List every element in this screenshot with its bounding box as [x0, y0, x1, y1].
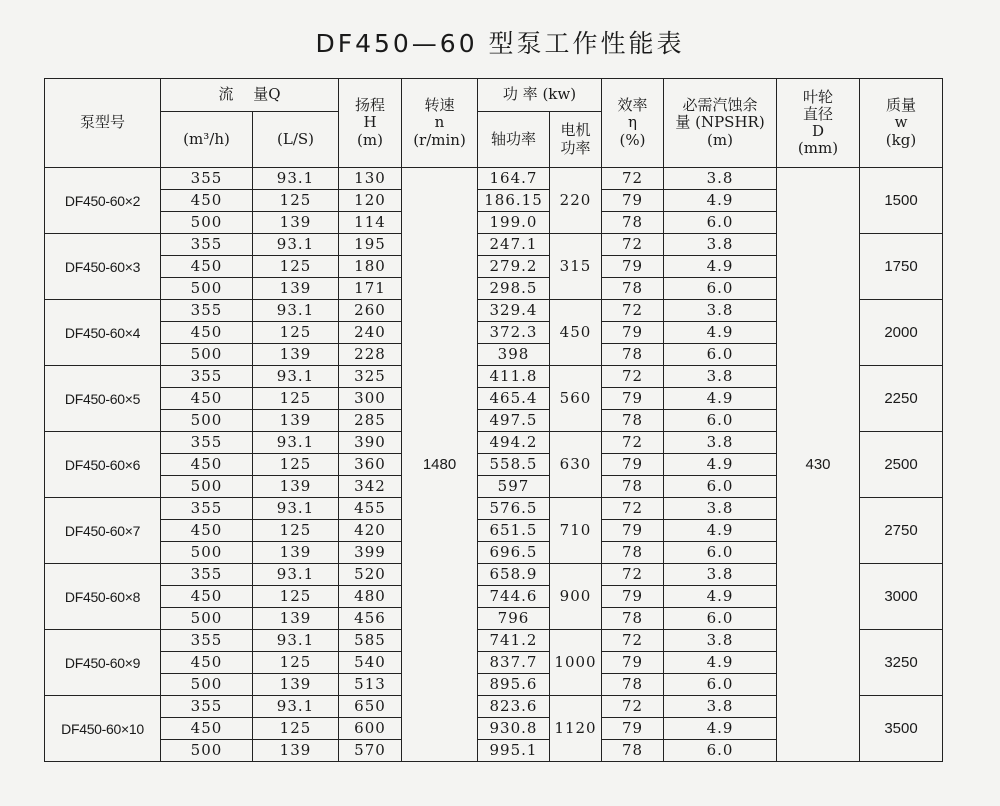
mass-cell: 2750: [860, 498, 943, 564]
flow-m3h-cell: 355: [161, 234, 253, 256]
flow-m3h-cell: 500: [161, 212, 253, 234]
shaft-power-cell: 372.3: [478, 322, 550, 344]
efficiency-cell: 78: [602, 674, 664, 696]
head-cell: 285: [339, 410, 402, 432]
flow-ls-cell: 93.1: [253, 696, 339, 718]
efficiency-cell: 72: [602, 696, 664, 718]
npshr-cell: 3.8: [664, 630, 777, 652]
pump-model: DF450-60×5: [45, 366, 161, 432]
head-cell: 325: [339, 366, 402, 388]
motor-power-cell: 220: [550, 168, 602, 234]
shaft-power-cell: 837.7: [478, 652, 550, 674]
head-cell: 342: [339, 476, 402, 498]
efficiency-cell: 79: [602, 520, 664, 542]
pump-model: DF450-60×9: [45, 630, 161, 696]
shaft-power-cell: 186.15: [478, 190, 550, 212]
npshr-cell: 6.0: [664, 344, 777, 366]
efficiency-cell: 72: [602, 630, 664, 652]
head-cell: 195: [339, 234, 402, 256]
npshr-cell: 4.9: [664, 454, 777, 476]
npshr-cell: 6.0: [664, 410, 777, 432]
flow-ls-cell: 125: [253, 454, 339, 476]
flow-ls-cell: 139: [253, 212, 339, 234]
npshr-cell: 6.0: [664, 476, 777, 498]
motor-power-cell: 1120: [550, 696, 602, 762]
flow-m3h-cell: 450: [161, 652, 253, 674]
npshr-cell: 3.8: [664, 168, 777, 190]
head-cell: 399: [339, 542, 402, 564]
shaft-power-cell: 411.8: [478, 366, 550, 388]
head-cell: 570: [339, 740, 402, 762]
shaft-power-cell: 895.6: [478, 674, 550, 696]
motor-power-cell: 1000: [550, 630, 602, 696]
header-power: 功 率 (kw): [478, 79, 602, 112]
efficiency-cell: 72: [602, 300, 664, 322]
flow-m3h-cell: 450: [161, 718, 253, 740]
efficiency-cell: 79: [602, 388, 664, 410]
mass-cell: 2250: [860, 366, 943, 432]
npshr-cell: 6.0: [664, 608, 777, 630]
flow-m3h-cell: 355: [161, 498, 253, 520]
efficiency-cell: 79: [602, 454, 664, 476]
shaft-power-cell: 930.8: [478, 718, 550, 740]
flow-m3h-cell: 500: [161, 278, 253, 300]
efficiency-cell: 79: [602, 256, 664, 278]
npshr-cell: 6.0: [664, 212, 777, 234]
efficiency-cell: 78: [602, 278, 664, 300]
flow-m3h-cell: 500: [161, 344, 253, 366]
flow-ls-cell: 139: [253, 740, 339, 762]
efficiency-cell: 78: [602, 608, 664, 630]
flow-m3h-cell: 500: [161, 410, 253, 432]
npshr-cell: 6.0: [664, 740, 777, 762]
efficiency-cell: 78: [602, 344, 664, 366]
head-cell: 480: [339, 586, 402, 608]
head-cell: 420: [339, 520, 402, 542]
efficiency-cell: 78: [602, 476, 664, 498]
efficiency-cell: 79: [602, 190, 664, 212]
npshr-cell: 4.9: [664, 388, 777, 410]
flow-m3h-cell: 450: [161, 586, 253, 608]
efficiency-cell: 72: [602, 234, 664, 256]
efficiency-cell: 78: [602, 542, 664, 564]
pump-model: DF450-60×3: [45, 234, 161, 300]
motor-power-cell: 710: [550, 498, 602, 564]
shaft-power-cell: 279.2: [478, 256, 550, 278]
npshr-cell: 3.8: [664, 498, 777, 520]
page-title: DF450—60 型泵工作性能表: [315, 29, 685, 58]
head-cell: 585: [339, 630, 402, 652]
npshr-cell: 3.8: [664, 564, 777, 586]
flow-m3h-cell: 355: [161, 564, 253, 586]
flow-ls-cell: 139: [253, 476, 339, 498]
flow-m3h-cell: 500: [161, 476, 253, 498]
pump-model: DF450-60×7: [45, 498, 161, 564]
shaft-power-cell: 597: [478, 476, 550, 498]
shaft-power-cell: 995.1: [478, 740, 550, 762]
table-row: [45, 168, 943, 190]
head-cell: 390: [339, 432, 402, 454]
flow-m3h-cell: 450: [161, 454, 253, 476]
npshr-cell: 4.9: [664, 520, 777, 542]
flow-m3h-cell: 355: [161, 168, 253, 190]
flow-m3h-cell: 355: [161, 696, 253, 718]
head-cell: 171: [339, 278, 402, 300]
header-speed: 转速 n (r/min): [402, 79, 478, 168]
shaft-power-cell: 741.2: [478, 630, 550, 652]
flow-ls-cell: 93.1: [253, 168, 339, 190]
npshr-cell: 6.0: [664, 542, 777, 564]
header-motor-power: 电机 功率: [550, 112, 602, 168]
efficiency-cell: 79: [602, 652, 664, 674]
motor-power-cell: 900: [550, 564, 602, 630]
shaft-power-cell: 558.5: [478, 454, 550, 476]
efficiency-cell: 79: [602, 718, 664, 740]
efficiency-cell: 79: [602, 586, 664, 608]
shaft-power-cell: 465.4: [478, 388, 550, 410]
impeller-diameter-cell: 430: [777, 168, 860, 762]
npshr-cell: 6.0: [664, 278, 777, 300]
flow-m3h-cell: 500: [161, 674, 253, 696]
header-flow: 流 量Q: [161, 79, 339, 112]
flow-m3h-cell: 355: [161, 630, 253, 652]
header-model: 泵型号: [45, 79, 161, 168]
npshr-cell: 3.8: [664, 300, 777, 322]
head-cell: 240: [339, 322, 402, 344]
pump-model: DF450-60×6: [45, 432, 161, 498]
flow-m3h-cell: 500: [161, 740, 253, 762]
head-cell: 114: [339, 212, 402, 234]
flow-m3h-cell: 450: [161, 256, 253, 278]
flow-m3h-cell: 450: [161, 190, 253, 212]
header-head: 扬程 H (m): [339, 79, 402, 168]
flow-m3h-cell: 450: [161, 520, 253, 542]
flow-ls-cell: 125: [253, 718, 339, 740]
head-cell: 520: [339, 564, 402, 586]
flow-ls-cell: 139: [253, 410, 339, 432]
flow-ls-cell: 125: [253, 520, 339, 542]
shaft-power-cell: 247.1: [478, 234, 550, 256]
efficiency-cell: 72: [602, 366, 664, 388]
shaft-power-cell: 298.5: [478, 278, 550, 300]
efficiency-cell: 72: [602, 432, 664, 454]
head-cell: 180: [339, 256, 402, 278]
flow-m3h-cell: 500: [161, 608, 253, 630]
efficiency-cell: 78: [602, 212, 664, 234]
mass-cell: 3250: [860, 630, 943, 696]
shaft-power-cell: 164.7: [478, 168, 550, 190]
motor-power-cell: 450: [550, 300, 602, 366]
shaft-power-cell: 651.5: [478, 520, 550, 542]
shaft-power-cell: 576.5: [478, 498, 550, 520]
flow-m3h-cell: 450: [161, 388, 253, 410]
shaft-power-cell: 494.2: [478, 432, 550, 454]
flow-ls-cell: 93.1: [253, 630, 339, 652]
shaft-power-cell: 199.0: [478, 212, 550, 234]
pump-model: DF450-60×2: [45, 168, 161, 234]
efficiency-cell: 78: [602, 410, 664, 432]
flow-ls-cell: 125: [253, 322, 339, 344]
header-efficiency: 效率 η (%): [602, 79, 664, 168]
shaft-power-cell: 796: [478, 608, 550, 630]
shaft-power-cell: 329.4: [478, 300, 550, 322]
table-body: [45, 168, 943, 762]
flow-m3h-cell: 355: [161, 432, 253, 454]
flow-ls-cell: 139: [253, 674, 339, 696]
head-cell: 130: [339, 168, 402, 190]
head-cell: 120: [339, 190, 402, 212]
header-npshr: 必需汽蚀余 量 (NPSHR) (m): [664, 79, 777, 168]
npshr-cell: 3.8: [664, 432, 777, 454]
flow-ls-cell: 125: [253, 256, 339, 278]
motor-power-cell: 560: [550, 366, 602, 432]
head-cell: 360: [339, 454, 402, 476]
header-shaft-power: 轴功率: [478, 112, 550, 168]
npshr-cell: 4.9: [664, 718, 777, 740]
mass-cell: 1750: [860, 234, 943, 300]
pump-model: DF450-60×10: [45, 696, 161, 762]
npshr-cell: 3.8: [664, 696, 777, 718]
head-cell: 600: [339, 718, 402, 740]
flow-ls-cell: 93.1: [253, 498, 339, 520]
npshr-cell: 4.9: [664, 652, 777, 674]
shaft-power-cell: 497.5: [478, 410, 550, 432]
flow-ls-cell: 125: [253, 586, 339, 608]
npshr-cell: 4.9: [664, 322, 777, 344]
flow-ls-cell: 93.1: [253, 300, 339, 322]
flow-m3h-cell: 355: [161, 300, 253, 322]
npshr-cell: 4.9: [664, 586, 777, 608]
head-cell: 650: [339, 696, 402, 718]
efficiency-cell: 72: [602, 168, 664, 190]
flow-ls-cell: 93.1: [253, 432, 339, 454]
mass-cell: 3500: [860, 696, 943, 762]
performance-table: [44, 78, 943, 762]
motor-power-cell: 630: [550, 432, 602, 498]
head-cell: 513: [339, 674, 402, 696]
flow-ls-cell: 125: [253, 190, 339, 212]
flow-ls-cell: 125: [253, 652, 339, 674]
npshr-cell: 3.8: [664, 366, 777, 388]
shaft-power-cell: 696.5: [478, 542, 550, 564]
efficiency-cell: 72: [602, 564, 664, 586]
pump-model: DF450-60×4: [45, 300, 161, 366]
efficiency-cell: 72: [602, 498, 664, 520]
head-cell: 228: [339, 344, 402, 366]
flow-m3h-cell: 450: [161, 322, 253, 344]
pump-model: DF450-60×8: [45, 564, 161, 630]
head-cell: 456: [339, 608, 402, 630]
npshr-cell: 4.9: [664, 256, 777, 278]
mass-cell: 3000: [860, 564, 943, 630]
header-flow-ls: (L/S): [253, 112, 339, 168]
mass-cell: 1500: [860, 168, 943, 234]
head-cell: 455: [339, 498, 402, 520]
flow-ls-cell: 139: [253, 278, 339, 300]
head-cell: 540: [339, 652, 402, 674]
mass-cell: 2500: [860, 432, 943, 498]
shaft-power-cell: 658.9: [478, 564, 550, 586]
efficiency-cell: 79: [602, 322, 664, 344]
npshr-cell: 3.8: [664, 234, 777, 256]
header-mass: 质量 w (kg): [860, 79, 943, 168]
flow-ls-cell: 139: [253, 542, 339, 564]
head-cell: 300: [339, 388, 402, 410]
header-flow-m3h: (m³/h): [161, 112, 253, 168]
flow-m3h-cell: 500: [161, 542, 253, 564]
shaft-power-cell: 823.6: [478, 696, 550, 718]
flow-ls-cell: 139: [253, 608, 339, 630]
flow-m3h-cell: 355: [161, 366, 253, 388]
flow-ls-cell: 139: [253, 344, 339, 366]
efficiency-cell: 78: [602, 740, 664, 762]
npshr-cell: 6.0: [664, 674, 777, 696]
flow-ls-cell: 93.1: [253, 234, 339, 256]
speed-cell: 1480: [402, 168, 478, 762]
flow-ls-cell: 93.1: [253, 366, 339, 388]
flow-ls-cell: 93.1: [253, 564, 339, 586]
shaft-power-cell: 744.6: [478, 586, 550, 608]
shaft-power-cell: 398: [478, 344, 550, 366]
motor-power-cell: 315: [550, 234, 602, 300]
npshr-cell: 4.9: [664, 190, 777, 212]
mass-cell: 2000: [860, 300, 943, 366]
head-cell: 260: [339, 300, 402, 322]
header-impeller-diameter: 叶轮 直径 D (mm): [777, 79, 860, 168]
flow-ls-cell: 125: [253, 388, 339, 410]
